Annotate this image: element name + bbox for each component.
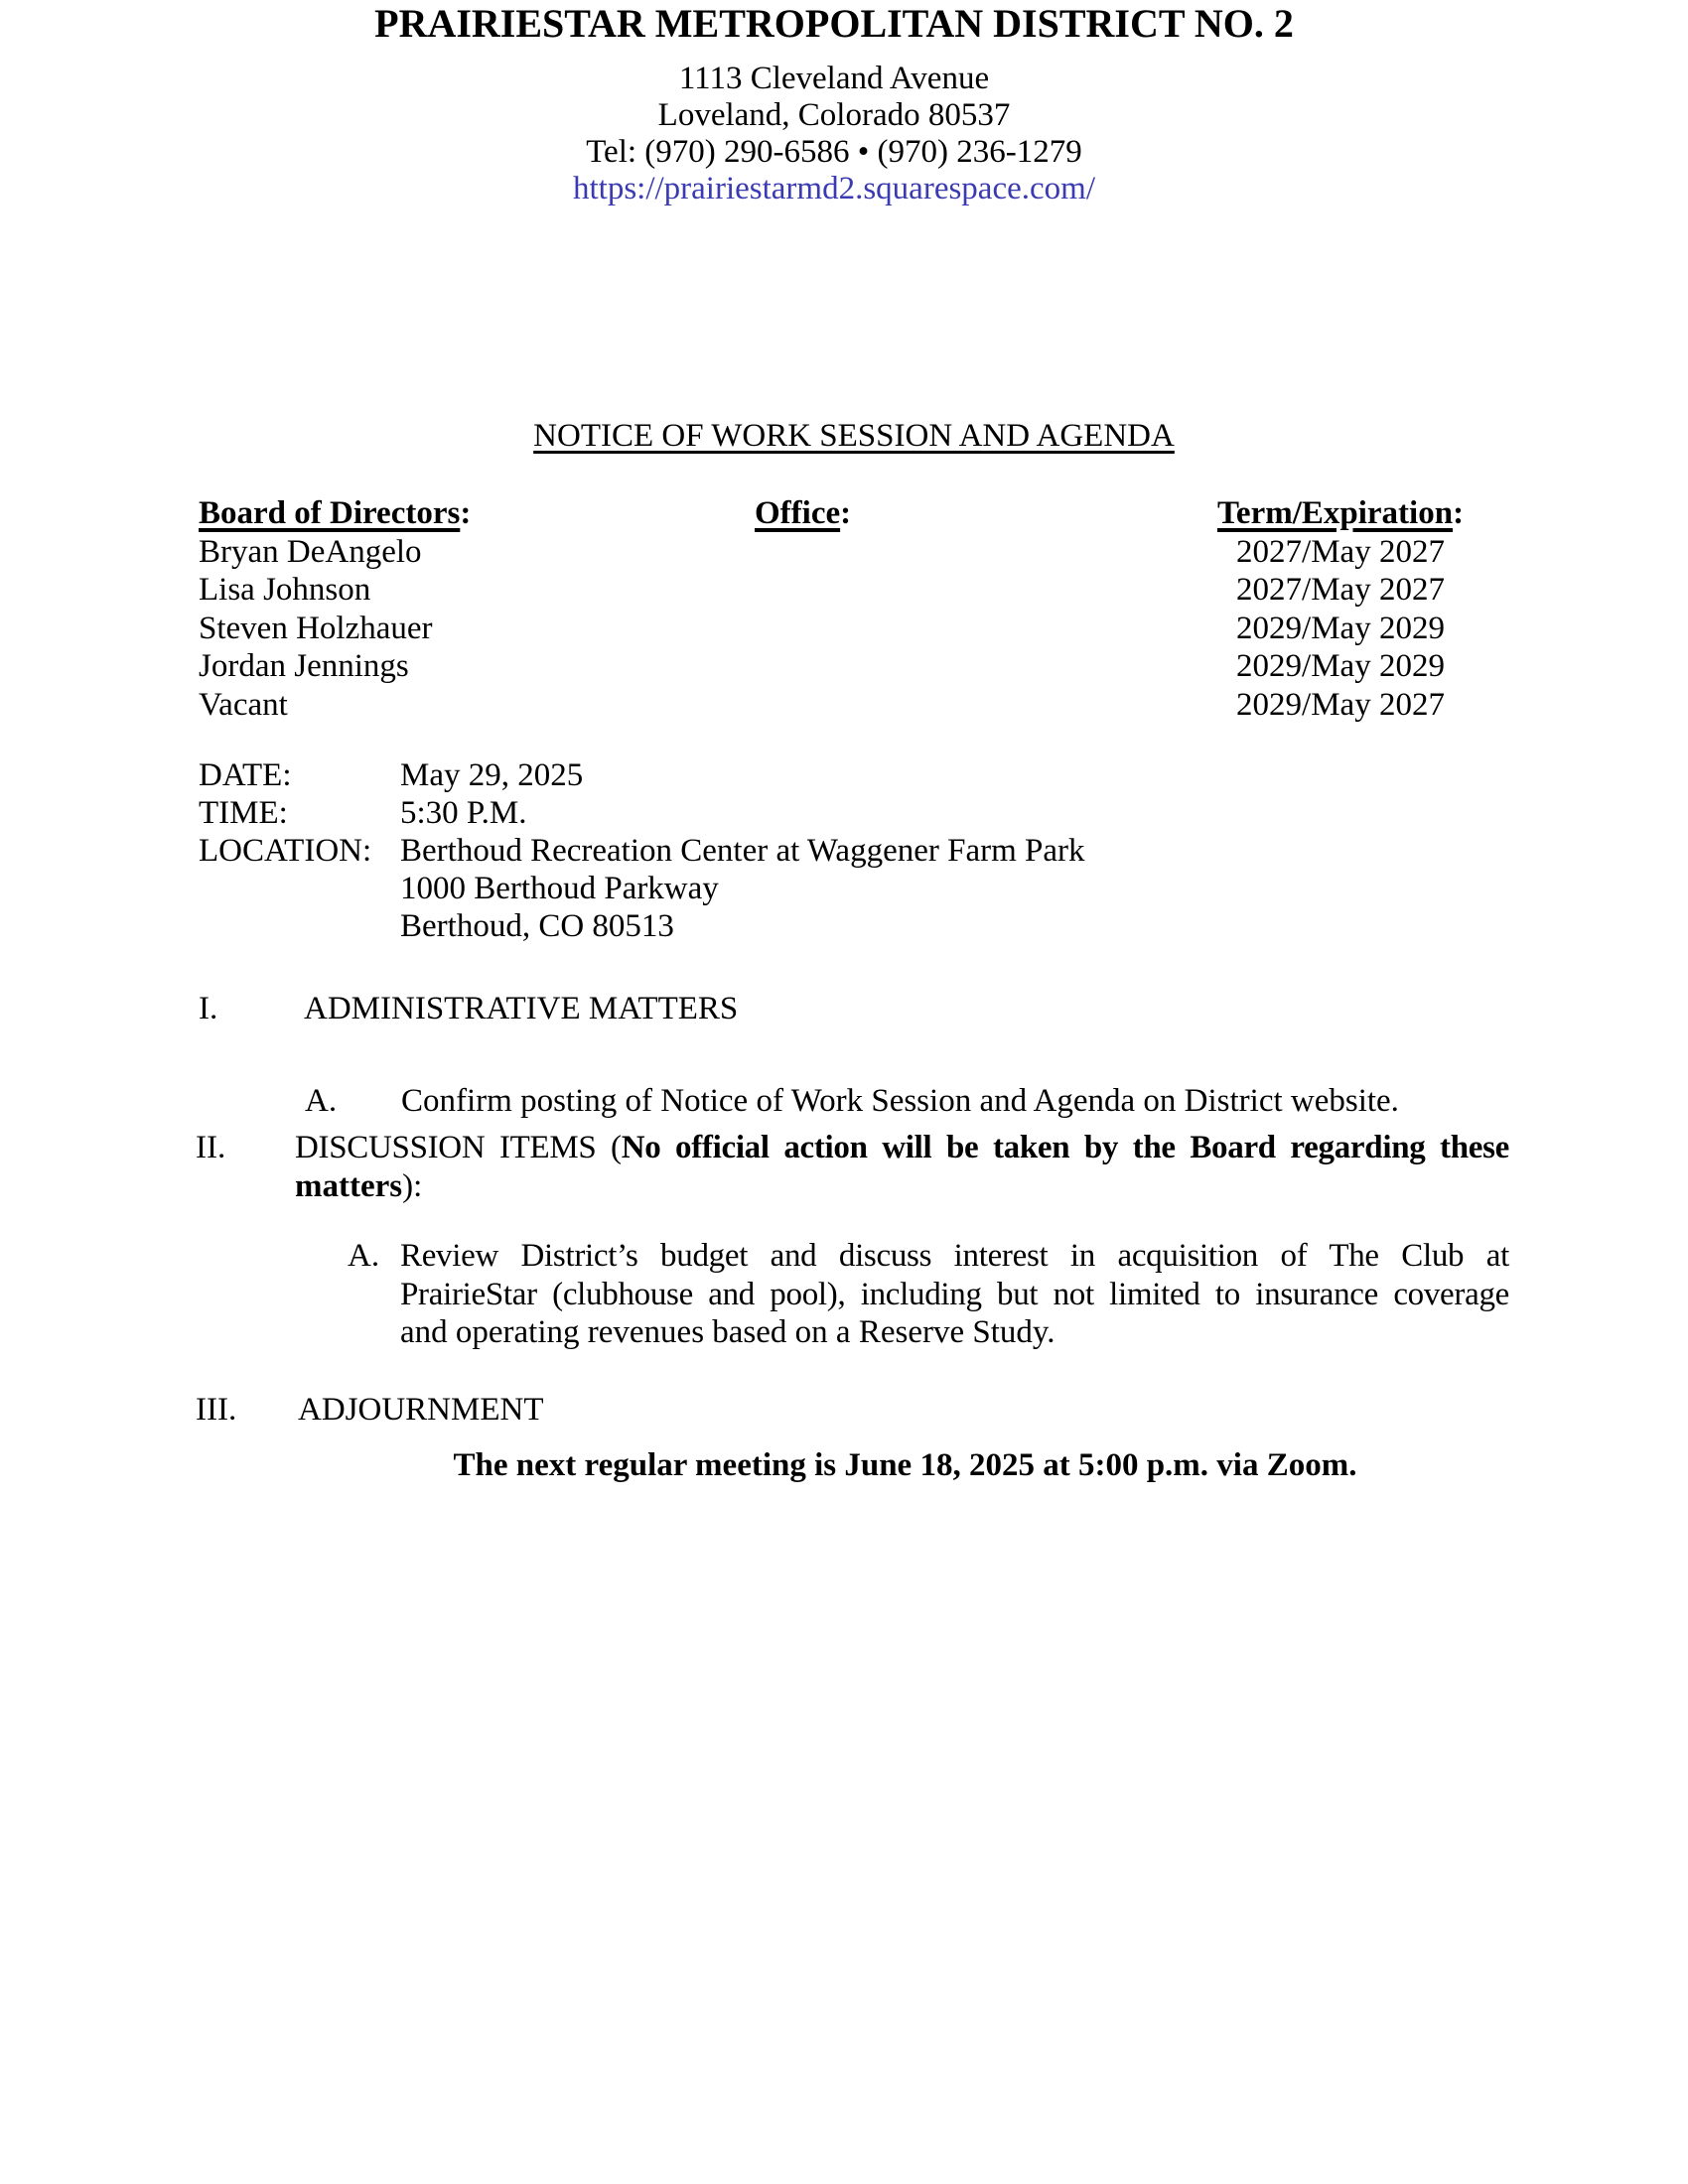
agenda-item-1-heading: ADMINISTRATIVE MATTERS <box>304 991 739 1026</box>
letterhead-address <box>0 61 1668 207</box>
website-link[interactable]: https://prairiestarmd2.squarespace.com/ <box>572 171 1095 206</box>
agenda-item-3-heading: ADJOURNMENT <box>298 1392 544 1428</box>
notice-heading <box>199 417 1509 455</box>
agenda-item-2-heading-line1: DISCUSSION ITEMS (No official action will be taken by the Board regarding these <box>295 1130 1509 1165</box>
agenda-item-2a-line2: PrairieStar (clubhouse and pool), including but not limited to insurance coverage <box>400 1276 1509 1312</box>
agenda-item-3-numeral: III. <box>196 1392 237 1428</box>
meeting-location-line: Berthoud Recreation Center at Waggener Farm Park <box>400 833 1085 869</box>
term-value: 2027/May 2027 <box>1236 572 1445 608</box>
term-value: 2029/May 2029 <box>1236 648 1445 684</box>
term-value: 2027/May 2027 <box>1236 533 1445 570</box>
time-label: TIME: <box>199 795 288 831</box>
meeting-info-values <box>400 756 1085 945</box>
meeting-date: May 29, 2025 <box>400 757 584 793</box>
director-name: Vacant <box>199 686 288 723</box>
agenda-item-2a-line1: Review District’s budget and discuss interest in acquisition of The Club at <box>400 1238 1509 1274</box>
meeting-info-labels <box>199 756 371 870</box>
closing-note: The next regular meeting is June 18, 2025 at 5:00 p.m. via Zoom. <box>453 1447 1357 1483</box>
board-directors-column <box>199 494 471 724</box>
director-name: Lisa Johnson <box>199 572 371 608</box>
meeting-time: 5:30 P.M. <box>400 795 527 831</box>
notice-heading-text: NOTICE OF WORK SESSION AND AGENDA <box>533 418 1175 454</box>
agenda-item-1 <box>199 990 738 1028</box>
agenda-item-2-heading-line2: matters): <box>295 1167 423 1204</box>
letterhead <box>0 0 1668 207</box>
meeting-location-line: Berthoud, CO 80513 <box>400 908 674 944</box>
phone-line: Tel: (970) 290-6586 • (970) 236-1279 <box>586 134 1082 170</box>
director-name: Steven Holzhauer <box>199 610 433 646</box>
term-value: 2029/May 2029 <box>1236 610 1445 646</box>
board-office-column <box>755 494 851 533</box>
agenda-item-1a <box>305 1082 1399 1121</box>
agenda-item-2a-line3: and operating revenues based on a Reserve Study. <box>400 1314 1055 1350</box>
agenda-item-2a-letter: A. <box>348 1238 380 1274</box>
directors-column-header: Board of Directors: <box>199 495 472 531</box>
district-title: PRAIRIESTAR METROPOLITAN DISTRICT NO. 2 <box>374 1 1294 46</box>
agenda-item-2 <box>196 1129 1509 1205</box>
director-name: Jordan Jennings <box>199 648 409 684</box>
term-value: 2029/May 2027 <box>1236 686 1445 723</box>
date-label: DATE: <box>199 757 292 793</box>
board-term-column <box>1192 494 1489 724</box>
term-column-header: Term/Expiration: <box>1216 495 1465 531</box>
address-line-1: 1113 Cleveland Avenue <box>678 61 990 96</box>
agenda-item-1-numeral: I. <box>199 991 218 1026</box>
director-name: Bryan DeAngelo <box>199 533 422 570</box>
agenda-item-2-numeral: II. <box>196 1130 226 1165</box>
address-line-2: Loveland, Colorado 80537 <box>657 97 1011 133</box>
meeting-location-line: 1000 Berthoud Parkway <box>400 871 719 906</box>
agenda-item-3 <box>196 1391 544 1430</box>
agenda-item-2a <box>348 1237 1509 1352</box>
location-label: LOCATION: <box>199 833 372 869</box>
agenda-item-1a-letter: A. <box>305 1083 338 1119</box>
agenda-item-1a-text: Confirm posting of Notice of Work Session and Agenda on District website. <box>401 1083 1399 1119</box>
office-column-header: Office: <box>755 495 852 531</box>
